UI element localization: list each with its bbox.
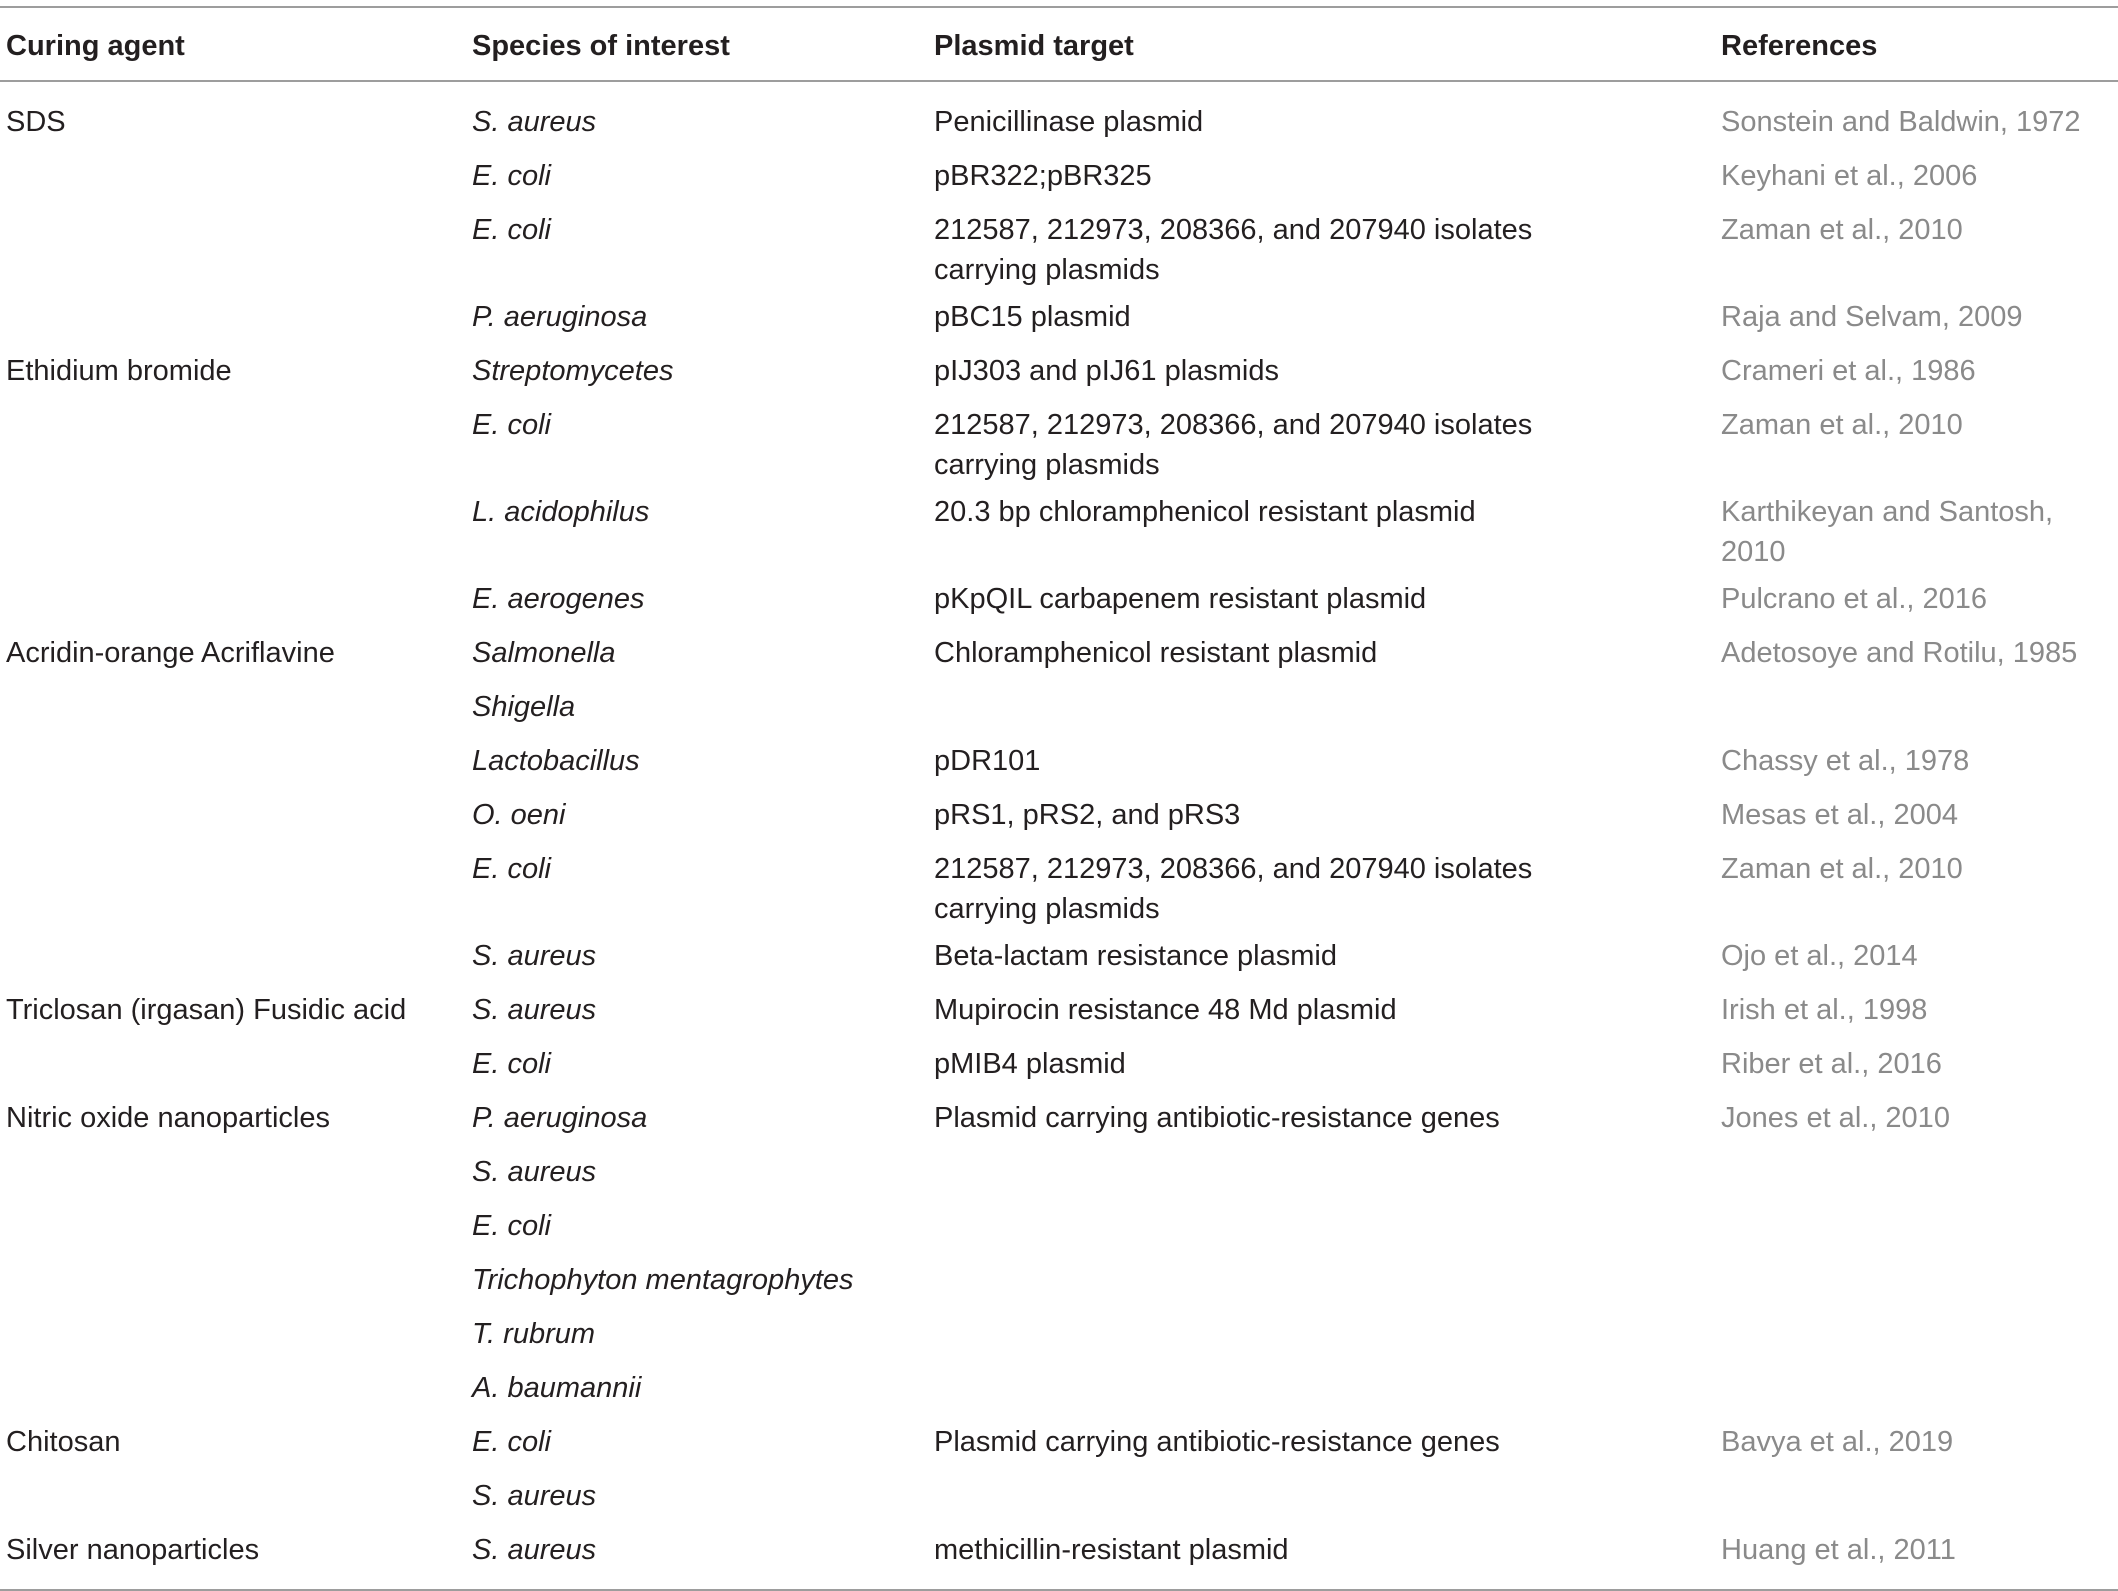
header-references: References	[1721, 29, 1878, 62]
reference-cell	[1715, 1361, 2118, 1415]
species-cell: E. aerogenes	[472, 583, 645, 615]
plasmid-target-cell: Penicillinase plasmid	[934, 106, 1204, 138]
plasmid-target-cell: pKpQIL carbapenem resistant plasmid	[934, 583, 1427, 615]
reference-cell	[1715, 680, 2118, 734]
curing-agent-cell	[0, 1145, 466, 1199]
curing-agent-cell	[0, 1361, 466, 1415]
reference-cell	[1715, 1145, 2118, 1199]
curing-agent-cell: Acridin-orange Acriflavine	[6, 637, 335, 669]
table-row	[0, 1145, 2118, 1199]
species-cell: S. aureus	[472, 1480, 597, 1512]
plasmid-target-cell	[928, 1469, 1715, 1523]
reference-cell: Irish et al., 1998	[1721, 994, 1928, 1026]
plasmid-target-cell: Mupirocin resistance 48 Md plasmid	[934, 994, 1397, 1026]
species-cell: L. acidophilus	[472, 496, 650, 528]
reference-cell: Raja and Selvam, 2009	[1721, 301, 2023, 333]
table-row	[0, 572, 2118, 626]
plasmid-target-cell	[928, 680, 1715, 734]
curing-agent-cell	[0, 788, 466, 842]
curing-agent-cell: Nitric oxide nanoparticles	[6, 1102, 330, 1134]
curing-agent-cell: Ethidium bromide	[6, 355, 232, 387]
reference-cell: Ojo et al., 2014	[1721, 940, 1918, 972]
table-row	[0, 626, 2118, 680]
curing-agent-cell	[0, 1037, 466, 1091]
table-row	[0, 1523, 2118, 1590]
table-row	[0, 929, 2118, 983]
reference-cell: Jones et al., 2010	[1721, 1102, 1950, 1134]
curing-agent-cell: Triclosan (irgasan) Fusidic acid	[6, 994, 407, 1026]
species-cell: E. coli	[472, 1210, 551, 1242]
table-row	[0, 81, 2118, 149]
reference-cell	[1715, 1469, 2118, 1523]
plasmid-target-cell: methicillin-resistant plasmid	[934, 1534, 1289, 1566]
species-cell: Streptomycetes	[472, 355, 674, 387]
plasmid-target-cell: 20.3 bp chloramphenicol resistant plasmid	[934, 496, 1476, 528]
species-cell: T. rubrum	[472, 1318, 596, 1350]
reference-cell: Chassy et al., 1978	[1721, 745, 1970, 777]
plasmid-target-cell: Chloramphenicol resistant plasmid	[934, 637, 1378, 669]
table-row	[0, 1469, 2118, 1523]
plasmid-target-cell: 212587, 212973, 208366, and 207940 isolates carrying plasmids	[934, 853, 1533, 925]
curing-agent-cell	[0, 485, 466, 572]
species-cell: E. coli	[472, 1048, 551, 1080]
species-cell: E. coli	[472, 160, 551, 192]
table-row	[0, 1037, 2118, 1091]
plasmid-target-cell: 212587, 212973, 208366, and 207940 isolates carrying plasmids	[934, 214, 1533, 286]
curing-agent-cell	[0, 1199, 466, 1253]
reference-cell	[1715, 1307, 2118, 1361]
curing-agent-cell	[0, 203, 466, 290]
table-row	[0, 788, 2118, 842]
species-cell: E. coli	[472, 1426, 551, 1458]
plasmid-target-cell: pIJ303 and pIJ61 plasmids	[934, 355, 1279, 387]
reference-cell	[1715, 1253, 2118, 1307]
species-cell: Salmonella	[472, 637, 616, 669]
reference-cell	[1715, 1199, 2118, 1253]
species-cell: P. aeruginosa	[472, 1102, 648, 1134]
reference-cell: Zaman et al., 2010	[1721, 214, 1963, 246]
species-cell: E. coli	[472, 853, 551, 885]
curing-agent-cell	[0, 842, 466, 929]
table-row	[0, 734, 2118, 788]
species-cell: S. aureus	[472, 940, 597, 972]
table-row	[0, 1307, 2118, 1361]
curing-agent-cell	[0, 1307, 466, 1361]
table-row	[0, 1361, 2118, 1415]
plasmid-target-cell: pMIB4 plasmid	[934, 1048, 1126, 1080]
reference-cell: Riber et al., 2016	[1721, 1048, 1942, 1080]
species-cell: E. coli	[472, 409, 551, 441]
reference-cell: Sonstein and Baldwin, 1972	[1721, 106, 2081, 138]
curing-agent-cell	[0, 398, 466, 485]
table-row	[0, 1199, 2118, 1253]
plasmid-target-cell	[928, 1361, 1715, 1415]
reference-cell: Pulcrano et al., 2016	[1721, 583, 1988, 615]
species-cell: S. aureus	[472, 1534, 597, 1566]
plasmid-target-cell: Plasmid carrying antibiotic-resistance genes	[934, 1102, 1500, 1134]
table-row	[0, 680, 2118, 734]
species-cell: Trichophyton mentagrophytes	[472, 1264, 854, 1296]
header-curing-agent: Curing agent	[6, 29, 185, 62]
species-cell: A. baumannii	[472, 1372, 642, 1404]
reference-cell: Zaman et al., 2010	[1721, 853, 1963, 885]
species-cell: O. oeni	[472, 799, 566, 831]
species-cell: P. aeruginosa	[472, 301, 648, 333]
header-plasmid-target: Plasmid target	[934, 29, 1134, 62]
reference-cell: Karthikeyan and Santosh, 2010	[1721, 496, 2054, 568]
curing-agent-cell: Silver nanoparticles	[6, 1534, 260, 1566]
reference-cell: Keyhani et al., 2006	[1721, 160, 1978, 192]
curing-agent-cell	[0, 734, 466, 788]
table-row	[0, 1415, 2118, 1469]
curing-agents-table-container	[0, 6, 2118, 1591]
plasmid-target-cell: Plasmid carrying antibiotic-resistance genes	[934, 1426, 1500, 1458]
table-row	[0, 290, 2118, 344]
table-row	[0, 983, 2118, 1037]
plasmid-target-cell	[928, 1253, 1715, 1307]
table-row	[0, 1253, 2118, 1307]
table-row	[0, 1091, 2118, 1145]
species-cell: S. aureus	[472, 106, 597, 138]
reference-cell: Mesas et al., 2004	[1721, 799, 1958, 831]
table-row	[0, 398, 2118, 485]
species-cell: E. coli	[472, 214, 551, 246]
table-row	[0, 485, 2118, 572]
plasmid-target-cell: 212587, 212973, 208366, and 207940 isolates carrying plasmids	[934, 409, 1533, 481]
reference-cell: Adetosoye and Rotilu, 1985	[1721, 637, 2078, 669]
plasmid-target-cell: pBC15 plasmid	[934, 301, 1131, 333]
reference-cell: Bavya et al., 2019	[1721, 1426, 1954, 1458]
species-cell: S. aureus	[472, 994, 597, 1026]
table-row	[0, 149, 2118, 203]
header-species: Species of interest	[472, 29, 730, 62]
reference-cell: Crameri et al., 1986	[1721, 355, 1976, 387]
plasmid-target-cell: pDR101	[934, 745, 1041, 777]
species-cell: Shigella	[472, 691, 576, 723]
reference-cell: Zaman et al., 2010	[1721, 409, 1963, 441]
plasmid-target-cell: Beta-lactam resistance plasmid	[934, 940, 1337, 972]
table-row	[0, 344, 2118, 398]
table-row	[0, 203, 2118, 290]
plasmid-target-cell	[928, 1307, 1715, 1361]
curing-agent-cell	[0, 149, 466, 203]
curing-agents-table	[0, 6, 2118, 1591]
plasmid-target-cell: pBR322;pBR325	[934, 160, 1152, 192]
species-cell: Lactobacillus	[472, 745, 640, 777]
reference-cell: Huang et al., 2011	[1721, 1534, 1956, 1566]
curing-agent-cell	[0, 572, 466, 626]
curing-agent-cell	[0, 1469, 466, 1523]
curing-agent-cell	[0, 929, 466, 983]
plasmid-target-cell	[928, 1199, 1715, 1253]
table-row	[0, 842, 2118, 929]
species-cell: S. aureus	[472, 1156, 597, 1188]
curing-agent-cell	[0, 1253, 466, 1307]
curing-agent-cell: SDS	[6, 106, 66, 138]
table-body	[0, 81, 2118, 1590]
table-header	[0, 7, 2118, 81]
curing-agent-cell	[0, 680, 466, 734]
curing-agent-cell: Chitosan	[6, 1426, 121, 1458]
plasmid-target-cell: pRS1, pRS2, and pRS3	[934, 799, 1241, 831]
plasmid-target-cell	[928, 1145, 1715, 1199]
curing-agent-cell	[0, 290, 466, 344]
header-row	[0, 7, 2118, 81]
